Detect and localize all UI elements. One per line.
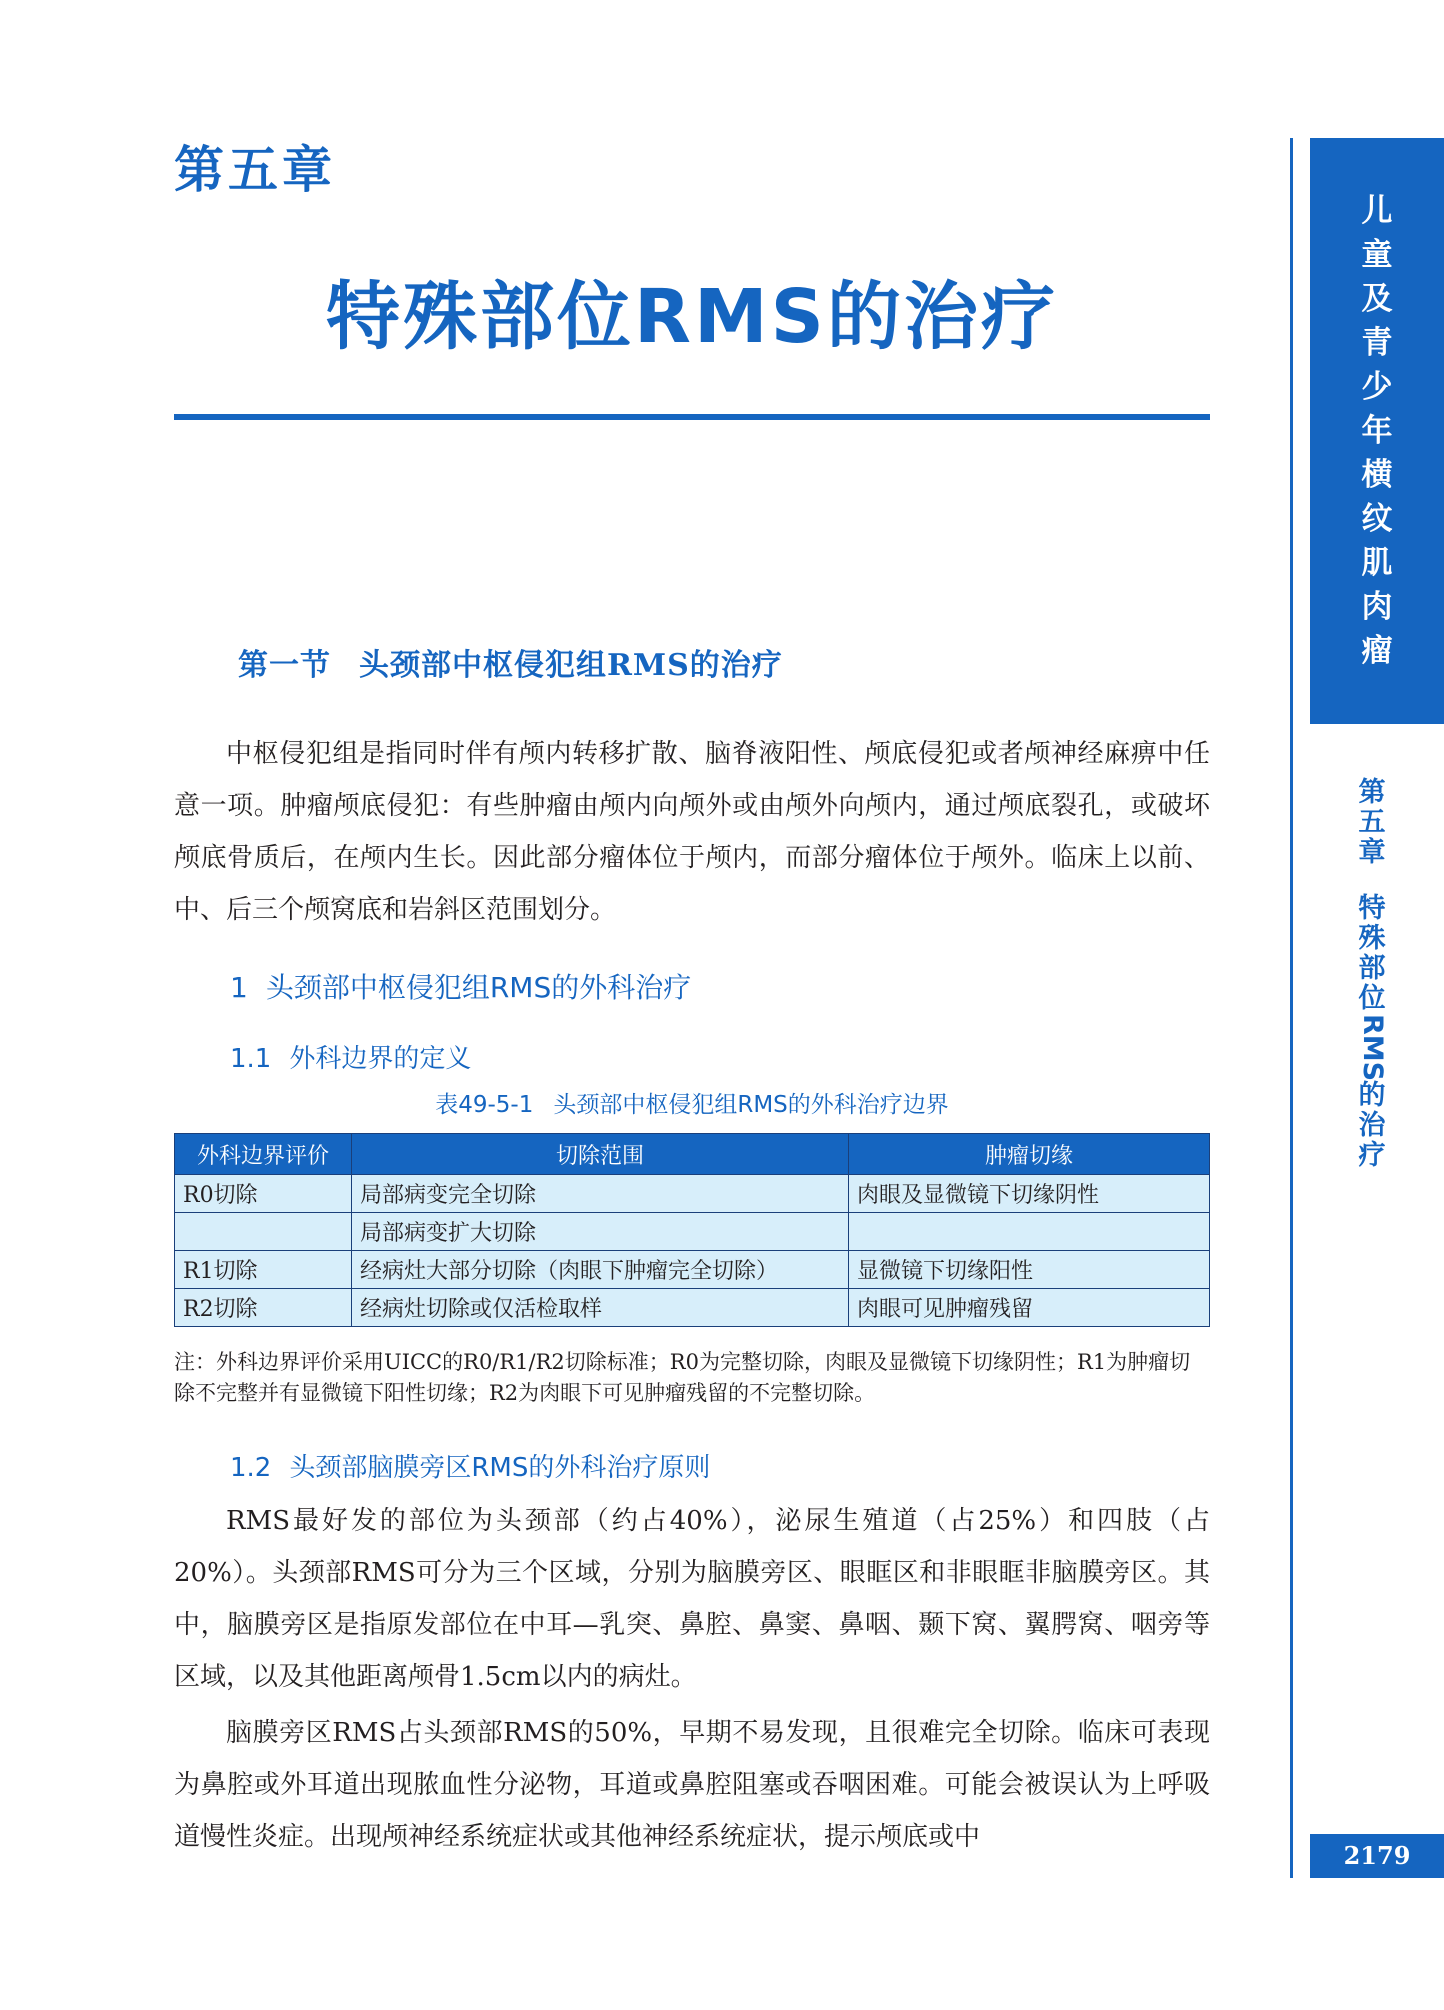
chapter-char: 五 [1358, 807, 1386, 838]
table-number: 表49-5-1 [435, 1092, 534, 1118]
chapter-title-latin: RMS [1357, 1014, 1388, 1082]
table-cell [175, 1213, 352, 1251]
subsubsection-number: 1.2 [230, 1453, 272, 1483]
chapter-title-char: 殊 [1358, 923, 1386, 954]
subsection-heading [230, 962, 1210, 1014]
table-row [175, 1213, 1210, 1251]
subsubsection-heading [230, 1445, 1210, 1491]
table-row [175, 1289, 1210, 1327]
subsubsection-title: 外科边界的定义 [289, 1044, 472, 1074]
subsubsection-heading [230, 1036, 1210, 1082]
book-title-char: 横 [1361, 457, 1393, 493]
chapter-char: 第 [1358, 777, 1386, 808]
section-heading [238, 640, 1210, 684]
book-title-char: 童 [1361, 237, 1393, 273]
book-title-char: 及 [1361, 281, 1393, 317]
subsection-title: 头颈部中枢侵犯组RMS的外科治疗 [265, 971, 692, 1004]
column-header: 肿瘤切缘 [849, 1134, 1210, 1175]
chapter-title-char: 疗 [1358, 1140, 1386, 1172]
table-row [175, 1251, 1210, 1289]
subsection-number: 1 [230, 971, 248, 1004]
table-cell: 经病灶大部分切除（肉眼下肿瘤完全切除） [352, 1251, 849, 1289]
chapter-title: 特殊部位RMS的治疗 [326, 274, 1058, 360]
table-cell: 经病灶切除或仅活检取样 [352, 1289, 849, 1327]
table-cell: R2切除 [175, 1289, 352, 1327]
chapter-title-char: 特 [1358, 893, 1386, 924]
running-chapter-title [1340, 778, 1404, 1171]
book-title-char: 少 [1361, 369, 1393, 405]
table-cell: 局部病变完全切除 [352, 1175, 849, 1213]
section-title: 头颈部中枢侵犯组RMS的治疗 [359, 648, 783, 683]
table-note: 注：外科边界评价采用UICC的R0/R1/R2切除标准；R0为完整切除，肉眼及显微镜下切缘阴性；R1为肿瘤切除不完整并有显微镜下阳性切缘；R2为肉眼下可见肿瘤残留的不完整切除。 [174, 1350, 1191, 1405]
book-title-tab [1310, 138, 1444, 724]
book-title-char: 青 [1361, 325, 1393, 361]
subsubsection-number: 1.1 [230, 1044, 272, 1074]
table-cell [849, 1213, 1210, 1251]
table-cell: 肉眼及显微镜下切缘阴性 [849, 1175, 1210, 1213]
chapter-char: 章 [1358, 837, 1386, 868]
table-cell: 肉眼可见肿瘤残留 [849, 1289, 1210, 1327]
chapter-label: 第五章 [174, 140, 336, 199]
margin-rule [1290, 138, 1293, 1878]
book-title-char: 年 [1361, 413, 1393, 449]
table-header-row [175, 1134, 1210, 1175]
subsubsection-title: 头颈部脑膜旁区RMS的外科治疗原则 [289, 1453, 711, 1483]
main-content [174, 640, 1210, 1863]
book-title-char: 儿 [1361, 193, 1393, 229]
table-caption [174, 1086, 1210, 1119]
section-number: 第一节 [238, 648, 331, 683]
body-paragraph: RMS最好发的部位为头颈部（约占40%），泌尿生殖道（占25%）和四肢（占20%）。头颈部RMS可分为三个区域，分别为脑膜旁区、眼眶区和非眼眶非脑膜旁区。其中，脑膜旁区是指原发部位在中耳—乳突、鼻腔、鼻窦、鼻咽、颞下窝、翼腭窝、咽旁等区域，以及其他距离颅骨1.5cm以内的病灶。 [174, 1506, 1210, 1692]
column-header: 切除范围 [352, 1134, 849, 1175]
table-cell: 局部病变扩大切除 [352, 1213, 849, 1251]
table-title: 头颈部中枢侵犯组RMS的外科治疗边界 [553, 1092, 949, 1118]
title-rule [174, 414, 1210, 420]
chapter-title-char: 治 [1358, 1110, 1386, 1142]
chapter-title-char: 位 [1358, 983, 1386, 1014]
column-header: 外科边界评价 [175, 1134, 352, 1175]
page-number: 2179 [1310, 1834, 1444, 1878]
book-title-char: 肌 [1361, 545, 1393, 581]
table-cell: R1切除 [175, 1251, 352, 1289]
surgical-margin-table [174, 1133, 1210, 1327]
book-title-char: 瘤 [1361, 633, 1393, 669]
intro-paragraph: 中枢侵犯组是指同时伴有颅内转移扩散、脑脊液阳性、颅底侵犯或者颅神经麻痹中任意一项。肿瘤颅底侵犯：有些肿瘤由颅内向颅外或由颅外向颅内，通过颅底裂孔，或破坏颅底骨质后，在颅内生长。因此部分瘤体位于颅内，而部分瘤体位于颅外。临床上以前、中、后三个颅窝底和岩斜区范围划分。 [174, 739, 1210, 925]
table-cell: 显微镜下切缘阳性 [849, 1251, 1210, 1289]
chapter-title-char: 的 [1358, 1080, 1386, 1112]
table-cell: R0切除 [175, 1175, 352, 1213]
book-title-char: 肉 [1361, 589, 1393, 625]
chapter-title-char: 部 [1358, 953, 1386, 984]
book-title-char: 纹 [1361, 501, 1393, 537]
table-row [175, 1175, 1210, 1213]
body-paragraph: 脑膜旁区RMS占头颈部RMS的50%，早期不易发现，且很难完全切除。临床可表现为鼻腔或外耳道出现脓血性分泌物，耳道或鼻腔阻塞或吞咽困难。可能会被误认为上呼吸道慢性炎症。出现颅神经系统症状或其他神经系统症状，提示颅底或中 [174, 1718, 1210, 1852]
